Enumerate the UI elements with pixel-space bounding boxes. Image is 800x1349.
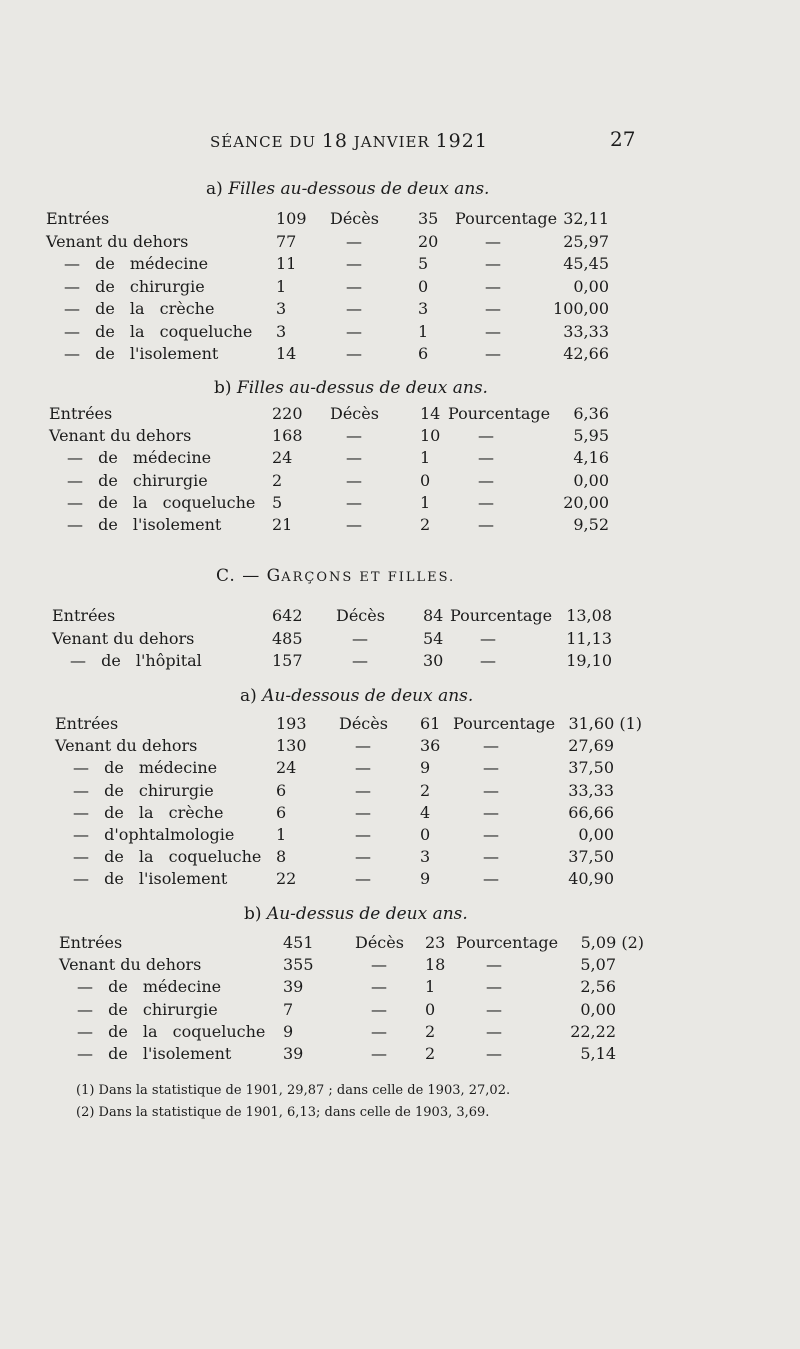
- row-deaths: 23: [425, 933, 446, 952]
- table-row: [0, 471, 800, 493]
- row-count: 39: [283, 1044, 304, 1063]
- subtitle-b2: [244, 904, 468, 924]
- table-row: [0, 426, 800, 448]
- row-label: Entrées: [55, 714, 119, 733]
- row-label: — de médecine: [67, 448, 212, 468]
- row-label: Entrées: [46, 209, 110, 228]
- ditto-dash: —: [346, 426, 362, 446]
- row-count: 9: [283, 1021, 294, 1041]
- ditto-dash: —: [480, 628, 496, 648]
- table-row: [0, 869, 800, 891]
- row-percentage: 31,60 (1): [568, 714, 642, 733]
- header-month: JANVIER: [353, 133, 430, 151]
- table-row: [0, 232, 800, 254]
- subtitle-letter: a): [206, 179, 223, 199]
- row-label: — d'ophtalmologie: [73, 825, 235, 844]
- section-c-title: [216, 566, 455, 586]
- row-deaths: 5: [418, 254, 429, 273]
- row-deaths: 1: [418, 321, 429, 341]
- pourcentage-label: Pourcentage: [456, 933, 559, 952]
- row-percentage: 0,00: [573, 276, 609, 296]
- row-percentage: 9,52: [573, 515, 609, 534]
- deces-label: Décès: [330, 209, 379, 228]
- ditto-dash: —: [485, 344, 501, 363]
- row-deaths: 1: [420, 492, 431, 512]
- pourcentage-label: Pourcentage: [448, 404, 551, 423]
- row-deaths: 61: [420, 714, 441, 733]
- row-label: — de l'hôpital: [70, 651, 202, 670]
- table-row: [0, 1022, 800, 1044]
- deces-label: Décès: [339, 714, 388, 733]
- ditto-dash: —: [346, 448, 362, 468]
- header-year: 1921: [435, 130, 488, 152]
- row-label: — de la coqueluche: [77, 1021, 266, 1041]
- ditto-dash: —: [483, 847, 499, 867]
- row-deaths: 10: [420, 426, 441, 446]
- row-deaths: 14: [420, 404, 441, 423]
- ditto-dash: —: [483, 825, 499, 844]
- subtitle-text: Filles au-dessus de deux ans.: [236, 378, 488, 398]
- ditto-dash: —: [483, 802, 499, 822]
- table-row: [0, 493, 800, 515]
- ditto-dash: —: [371, 999, 387, 1019]
- ditto-dash: —: [480, 651, 496, 670]
- ditto-dash: —: [355, 736, 371, 756]
- ditto-dash: —: [486, 977, 502, 997]
- row-percentage: 25,97: [563, 231, 609, 251]
- row-deaths: 3: [418, 299, 429, 318]
- ditto-dash: —: [371, 977, 387, 997]
- ditto-dash: —: [485, 299, 501, 318]
- row-label: Venant du dehors: [52, 628, 195, 648]
- row-percentage: 4,16: [573, 448, 609, 468]
- ditto-dash: —: [478, 470, 494, 490]
- page-number: 27: [610, 127, 636, 151]
- row-percentage: 5,14: [580, 1044, 616, 1063]
- row-label: — de chirurgie: [64, 276, 205, 296]
- table-row: [0, 847, 800, 869]
- row-count: 3: [276, 299, 287, 318]
- row-deaths: 1: [425, 977, 436, 997]
- row-label: — de la coqueluche: [64, 321, 253, 341]
- pourcentage-label: Pourcentage: [450, 606, 553, 625]
- row-label: Venant du dehors: [59, 955, 202, 975]
- table-row: [0, 955, 800, 977]
- subtitle-text: Au-dessus de deux ans.: [266, 904, 468, 924]
- row-count: 39: [283, 977, 304, 997]
- table-row: [0, 781, 800, 803]
- row-deaths: 9: [420, 869, 431, 889]
- ditto-dash: —: [483, 758, 499, 778]
- row-count: 168: [272, 426, 303, 446]
- row-percentage: 100,00: [553, 299, 609, 318]
- row-count: 157: [272, 651, 303, 670]
- row-label: — de médecine: [77, 977, 222, 997]
- row-count: 22: [276, 869, 297, 889]
- row-label: Venant du dehors: [49, 426, 192, 446]
- row-count: 1: [276, 825, 287, 844]
- ditto-dash: —: [483, 736, 499, 756]
- table-row: [0, 714, 800, 736]
- row-deaths: 6: [418, 344, 429, 363]
- subtitle-a1: [206, 179, 489, 199]
- ditto-dash: —: [486, 999, 502, 1019]
- header-day: 18: [321, 130, 349, 152]
- ditto-dash: —: [485, 321, 501, 341]
- row-percentage: 0,00: [580, 999, 616, 1019]
- subtitle-text: Au-dessous de deux ans.: [262, 686, 474, 706]
- ditto-dash: —: [346, 515, 362, 534]
- subtitle-text: Filles au-dessous de deux ans.: [228, 179, 490, 199]
- row-percentage: 42,66: [563, 344, 609, 363]
- section-name: ARÇONS ET FILLES.: [281, 570, 456, 585]
- row-deaths: 2: [420, 515, 431, 534]
- subtitle-letter: b): [244, 904, 262, 924]
- row-count: 3: [276, 321, 287, 341]
- ditto-dash: —: [346, 231, 362, 251]
- row-count: 77: [276, 231, 297, 251]
- row-count: 193: [276, 714, 307, 733]
- row-label: Entrées: [49, 404, 113, 423]
- row-count: 11: [276, 254, 297, 273]
- footnote-2: (2) Dans la statistique de 1901, 6,13; dans celle de 1903, 3,69.: [76, 1105, 490, 1120]
- running-header: [210, 130, 488, 152]
- row-label: — de l'isolement: [73, 869, 228, 889]
- table-row: [0, 825, 800, 847]
- row-label: — de l'isolement: [67, 515, 222, 534]
- ditto-dash: —: [478, 426, 494, 446]
- row-percentage: 40,90: [568, 869, 614, 889]
- row-deaths: 0: [425, 999, 436, 1019]
- pourcentage-label: Pourcentage: [453, 714, 556, 733]
- ditto-dash: —: [485, 254, 501, 273]
- ditto-dash: —: [355, 825, 371, 844]
- ditto-dash: —: [355, 802, 371, 822]
- row-deaths: 4: [420, 802, 431, 822]
- row-label: — de l'isolement: [64, 344, 219, 363]
- ditto-dash: —: [346, 276, 362, 296]
- row-count: 130: [276, 736, 307, 756]
- row-label: — de la crèche: [73, 802, 224, 822]
- ditto-dash: —: [355, 758, 371, 778]
- row-deaths: 0: [420, 825, 431, 844]
- ditto-dash: —: [346, 492, 362, 512]
- ditto-dash: —: [371, 1044, 387, 1063]
- deces-label: Décès: [330, 404, 379, 423]
- row-label: — de chirurgie: [67, 470, 208, 490]
- row-deaths: 30: [423, 651, 444, 670]
- row-percentage: 19,10: [566, 651, 612, 670]
- ditto-dash: —: [371, 955, 387, 975]
- table-row: [0, 651, 800, 673]
- table-row: [0, 629, 800, 651]
- row-percentage: 27,69: [568, 736, 614, 756]
- deces-label: Décès: [336, 606, 385, 625]
- row-count: 24: [276, 758, 297, 778]
- row-percentage: 33,33: [568, 780, 614, 800]
- row-percentage: 5,95: [573, 426, 609, 446]
- row-deaths: 0: [420, 470, 431, 490]
- table-row: [0, 322, 800, 344]
- ditto-dash: —: [485, 276, 501, 296]
- table-row: [0, 1000, 800, 1022]
- table-row: [0, 254, 800, 276]
- section-cap: G: [266, 566, 282, 586]
- row-percentage: 32,11: [563, 209, 609, 228]
- row-deaths: 0: [418, 276, 429, 296]
- row-percentage: 2,56: [580, 977, 616, 997]
- table-row: [0, 344, 800, 366]
- row-count: 451: [283, 933, 314, 952]
- row-count: 5: [272, 492, 283, 512]
- table-row: [0, 515, 800, 537]
- table-row: [0, 758, 800, 780]
- ditto-dash: —: [483, 780, 499, 800]
- ditto-dash: —: [355, 847, 371, 867]
- row-percentage: 37,50: [568, 758, 614, 778]
- ditto-dash: —: [371, 1021, 387, 1041]
- row-deaths: 35: [418, 209, 439, 228]
- subtitle-b1: [214, 378, 488, 398]
- row-deaths: 54: [423, 628, 444, 648]
- table-row: [0, 448, 800, 470]
- row-percentage: 0,00: [573, 470, 609, 490]
- row-count: 2: [272, 470, 283, 490]
- row-label: Venant du dehors: [46, 231, 189, 251]
- table-row: [0, 209, 800, 231]
- table-row: [0, 299, 800, 321]
- footnote-1: (1) Dans la statistique de 1901, 29,87 ; dans celle de 1903, 27,02.: [76, 1083, 511, 1098]
- row-count: 21: [272, 515, 293, 534]
- row-label: — de médecine: [64, 254, 209, 273]
- row-deaths: 9: [420, 758, 431, 778]
- ditto-dash: —: [352, 628, 368, 648]
- ditto-dash: —: [486, 955, 502, 975]
- table-row: [0, 736, 800, 758]
- row-percentage: 37,50: [568, 847, 614, 867]
- row-percentage: 45,45: [563, 254, 609, 273]
- row-count: 6: [276, 780, 287, 800]
- table-row: [0, 977, 800, 999]
- section-letter: C. —: [216, 566, 261, 586]
- row-count: 109: [276, 209, 307, 228]
- table-row: [0, 933, 800, 955]
- row-deaths: 2: [425, 1021, 436, 1041]
- row-percentage: 66,66: [568, 802, 614, 822]
- ditto-dash: —: [352, 651, 368, 670]
- row-count: 24: [272, 448, 293, 468]
- deces-label: Décès: [355, 933, 404, 952]
- row-count: 220: [272, 404, 303, 423]
- header-prefix: SÉANCE DU: [210, 133, 317, 151]
- ditto-dash: —: [478, 448, 494, 468]
- row-label: — de médecine: [73, 758, 218, 778]
- row-count: 6: [276, 802, 287, 822]
- row-label: — de la coqueluche: [73, 847, 262, 867]
- row-count: 485: [272, 628, 303, 648]
- row-label: — de l'isolement: [77, 1044, 232, 1063]
- row-deaths: 3: [420, 847, 431, 867]
- ditto-dash: —: [346, 299, 362, 318]
- row-deaths: 1: [420, 448, 431, 468]
- ditto-dash: —: [355, 869, 371, 889]
- ditto-dash: —: [478, 492, 494, 512]
- table-row: [0, 1044, 800, 1066]
- row-percentage: 5,09 (2): [580, 933, 644, 952]
- table-row: [0, 404, 800, 426]
- row-deaths: 2: [420, 780, 431, 800]
- ditto-dash: —: [478, 515, 494, 534]
- ditto-dash: —: [483, 869, 499, 889]
- ditto-dash: —: [486, 1044, 502, 1063]
- ditto-dash: —: [346, 321, 362, 341]
- row-percentage: 6,36: [573, 404, 609, 423]
- ditto-dash: —: [485, 231, 501, 251]
- pourcentage-label: Pourcentage: [455, 209, 558, 228]
- row-label: — de la coqueluche: [67, 492, 256, 512]
- table-row: [0, 277, 800, 299]
- row-deaths: 2: [425, 1044, 436, 1063]
- subtitle-letter: a): [240, 686, 257, 706]
- row-percentage: 5,07: [580, 955, 616, 975]
- subtitle-letter: b): [214, 378, 232, 398]
- table-row: [0, 606, 800, 628]
- row-label: — de la crèche: [64, 299, 215, 318]
- row-percentage: 0,00: [578, 825, 614, 844]
- row-deaths: 36: [420, 736, 441, 756]
- row-count: 8: [276, 847, 287, 867]
- ditto-dash: —: [346, 470, 362, 490]
- row-percentage: 20,00: [563, 492, 609, 512]
- row-label: Venant du dehors: [55, 736, 198, 756]
- ditto-dash: —: [346, 254, 362, 273]
- row-percentage: 11,13: [566, 628, 612, 648]
- row-percentage: 22,22: [570, 1021, 616, 1041]
- row-count: 1: [276, 276, 287, 296]
- row-label: — de chirurgie: [77, 999, 218, 1019]
- row-label: Entrées: [59, 933, 123, 952]
- ditto-dash: —: [346, 344, 362, 363]
- row-count: 7: [283, 999, 294, 1019]
- row-label: — de chirurgie: [73, 780, 214, 800]
- row-deaths: 18: [425, 955, 446, 975]
- row-percentage: 33,33: [563, 321, 609, 341]
- row-percentage: 13,08: [566, 606, 612, 625]
- ditto-dash: —: [355, 780, 371, 800]
- row-count: 355: [283, 955, 314, 975]
- row-label: Entrées: [52, 606, 116, 625]
- table-row: [0, 803, 800, 825]
- row-count: 642: [272, 606, 303, 625]
- row-count: 14: [276, 344, 297, 363]
- subtitle-a2: [240, 686, 473, 706]
- row-deaths: 84: [423, 606, 444, 625]
- ditto-dash: —: [486, 1021, 502, 1041]
- row-deaths: 20: [418, 231, 439, 251]
